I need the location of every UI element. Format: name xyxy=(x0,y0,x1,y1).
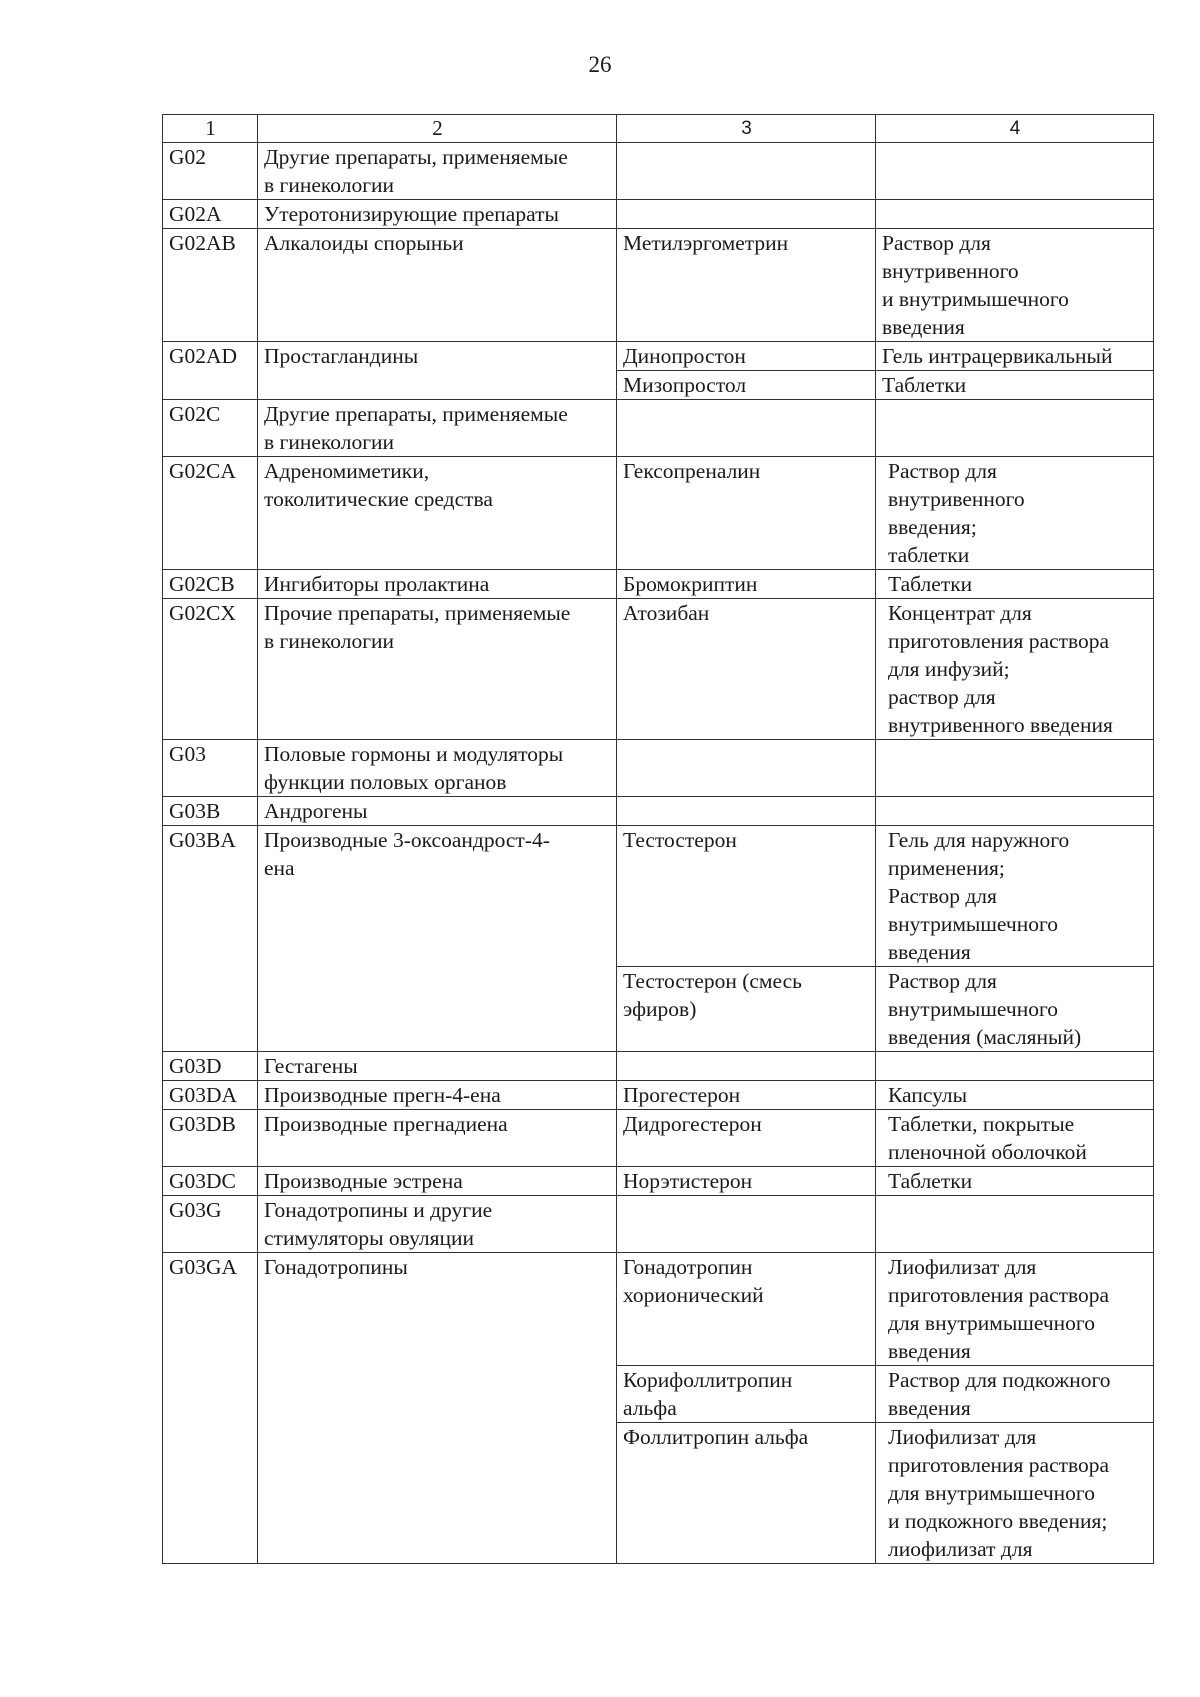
page-number: 26 xyxy=(588,52,612,77)
group-name-cell: Андрогены xyxy=(258,797,617,826)
atc-code-cell: G03DA xyxy=(163,1081,258,1110)
atc-code-cell: G03DC xyxy=(163,1167,258,1196)
group-name-cell: Прочие препараты, применяемые в гинекологии xyxy=(258,599,617,740)
dosage-form-cell xyxy=(876,740,1154,797)
drug-name-cell: Метилэргометрин xyxy=(617,229,876,342)
group-name-cell: Утеротонизирующие препараты xyxy=(258,200,617,229)
column-header: 2 xyxy=(258,115,617,143)
column-header: 1 xyxy=(163,115,258,143)
atc-code-cell: G03DB xyxy=(163,1110,258,1167)
table-row xyxy=(163,200,1154,229)
group-name-cell: Алкалоиды спорыньи xyxy=(258,229,617,342)
column-header: 4 xyxy=(876,115,1154,143)
dosage-form-cell xyxy=(876,1196,1154,1253)
group-name-cell: Другие препараты, применяемые в гинекологии xyxy=(258,143,617,200)
dosage-form-cell xyxy=(876,797,1154,826)
table-row xyxy=(163,229,1154,342)
table-row xyxy=(163,1110,1154,1167)
table-row xyxy=(163,797,1154,826)
group-name-cell: Гонадотропины xyxy=(258,1253,617,1564)
group-name-cell: Половые гормоны и модуляторы функции половых органов xyxy=(258,740,617,797)
table-row xyxy=(163,570,1154,599)
group-name-cell: Ингибиторы пролактина xyxy=(258,570,617,599)
drug-name-cell: Гексопреналин xyxy=(617,457,876,570)
drug-name-cell: Мизопростол xyxy=(617,371,876,400)
dosage-form-cell: Раствор для внутривенного введения; таблетки xyxy=(876,457,1154,570)
table-row xyxy=(163,400,1154,457)
dosage-form-cell: Концентрат для приготовления раствора для инфузий; раствор для внутривенного введения xyxy=(876,599,1154,740)
atc-code-cell: G02CB xyxy=(163,570,258,599)
table-row xyxy=(163,1052,1154,1081)
dosage-form-cell: Гель интрацервикальный xyxy=(876,342,1154,371)
group-name-cell: Гонадотропины и другие стимуляторы овуляции xyxy=(258,1196,617,1253)
table-row xyxy=(163,1196,1154,1253)
atc-code-cell: G03 xyxy=(163,740,258,797)
drug-name-cell xyxy=(617,400,876,457)
group-name-cell: Производные эстрена xyxy=(258,1167,617,1196)
group-name-cell: Адреномиметики, токолитические средства xyxy=(258,457,617,570)
dosage-form-cell: Таблетки xyxy=(876,570,1154,599)
atc-code-cell: G02CX xyxy=(163,599,258,740)
group-name-cell: Производные 3-оксоандрост-4- ена xyxy=(258,826,617,1052)
drug-table xyxy=(162,114,1154,1564)
drug-name-cell xyxy=(617,1196,876,1253)
drug-name-cell: Гонадотропин хорионический xyxy=(617,1253,876,1366)
atc-code-cell: G02AD xyxy=(163,342,258,400)
drug-name-cell: Корифоллитропин альфа xyxy=(617,1366,876,1423)
drug-name-cell: Дидрогестерон xyxy=(617,1110,876,1167)
table-row xyxy=(163,1081,1154,1110)
atc-code-cell: G03G xyxy=(163,1196,258,1253)
dosage-form-cell: Капсулы xyxy=(876,1081,1154,1110)
drug-name-cell: Бромокриптин xyxy=(617,570,876,599)
group-name-cell: Гестагены xyxy=(258,1052,617,1081)
dosage-form-cell: Таблетки xyxy=(876,371,1154,400)
atc-code-cell: G03B xyxy=(163,797,258,826)
group-name-cell: Производные прегнадиена xyxy=(258,1110,617,1167)
dosage-form-cell: Таблетки xyxy=(876,1167,1154,1196)
dosage-form-cell: Раствор для внутривенного и внутримышечного введения xyxy=(876,229,1154,342)
table-row xyxy=(163,1253,1154,1366)
dosage-form-cell: Лиофилизат для приготовления раствора для внутримышечного введения xyxy=(876,1253,1154,1366)
drug-name-cell xyxy=(617,143,876,200)
group-name-cell: Другие препараты, применяемые в гинекологии xyxy=(258,400,617,457)
drug-name-cell xyxy=(617,740,876,797)
atc-code-cell: G03D xyxy=(163,1052,258,1081)
dosage-form-cell: Гель для наружного применения; Раствор для внутримышечного введения xyxy=(876,826,1154,967)
group-name-cell: Производные прегн-4-ена xyxy=(258,1081,617,1110)
group-name-cell: Простагландины xyxy=(258,342,617,400)
dosage-form-cell xyxy=(876,1052,1154,1081)
dosage-form-cell xyxy=(876,200,1154,229)
atc-code-cell: G02A xyxy=(163,200,258,229)
drug-name-cell: Фоллитропин альфа xyxy=(617,1423,876,1564)
dosage-form-cell: Лиофилизат для приготовления раствора для внутримышечного и подкожного введения; лиофилизат для xyxy=(876,1423,1154,1564)
drug-name-cell: Прогестерон xyxy=(617,1081,876,1110)
table-header-row xyxy=(163,115,1154,143)
dosage-form-cell: Раствор для внутримышечного введения (масляный) xyxy=(876,967,1154,1052)
table-row xyxy=(163,457,1154,570)
table-row xyxy=(163,143,1154,200)
drug-name-cell: Атозибан xyxy=(617,599,876,740)
drug-name-cell xyxy=(617,1052,876,1081)
dosage-form-cell xyxy=(876,143,1154,200)
drug-name-cell: Норэтистерон xyxy=(617,1167,876,1196)
atc-code-cell: G02 xyxy=(163,143,258,200)
table-row xyxy=(163,1167,1154,1196)
atc-code-cell: G02C xyxy=(163,400,258,457)
atc-code-cell: G03GA xyxy=(163,1253,258,1564)
drug-name-cell xyxy=(617,797,876,826)
dosage-form-cell: Раствор для подкожного введения xyxy=(876,1366,1154,1423)
drug-name-cell: Динопростон xyxy=(617,342,876,371)
atc-code-cell: G02AB xyxy=(163,229,258,342)
atc-code-cell: G02CA xyxy=(163,457,258,570)
table-row xyxy=(163,826,1154,967)
dosage-form-cell xyxy=(876,400,1154,457)
dosage-form-cell: Таблетки, покрытые пленочной оболочкой xyxy=(876,1110,1154,1167)
atc-code-cell: G03BA xyxy=(163,826,258,1052)
drug-name-cell xyxy=(617,200,876,229)
drug-name-cell: Тестостерон xyxy=(617,826,876,967)
drug-name-cell: Тестостерон (смесь эфиров) xyxy=(617,967,876,1052)
table-row xyxy=(163,342,1154,371)
table-row xyxy=(163,599,1154,740)
column-header: 3 xyxy=(617,115,876,143)
table-row xyxy=(163,740,1154,797)
